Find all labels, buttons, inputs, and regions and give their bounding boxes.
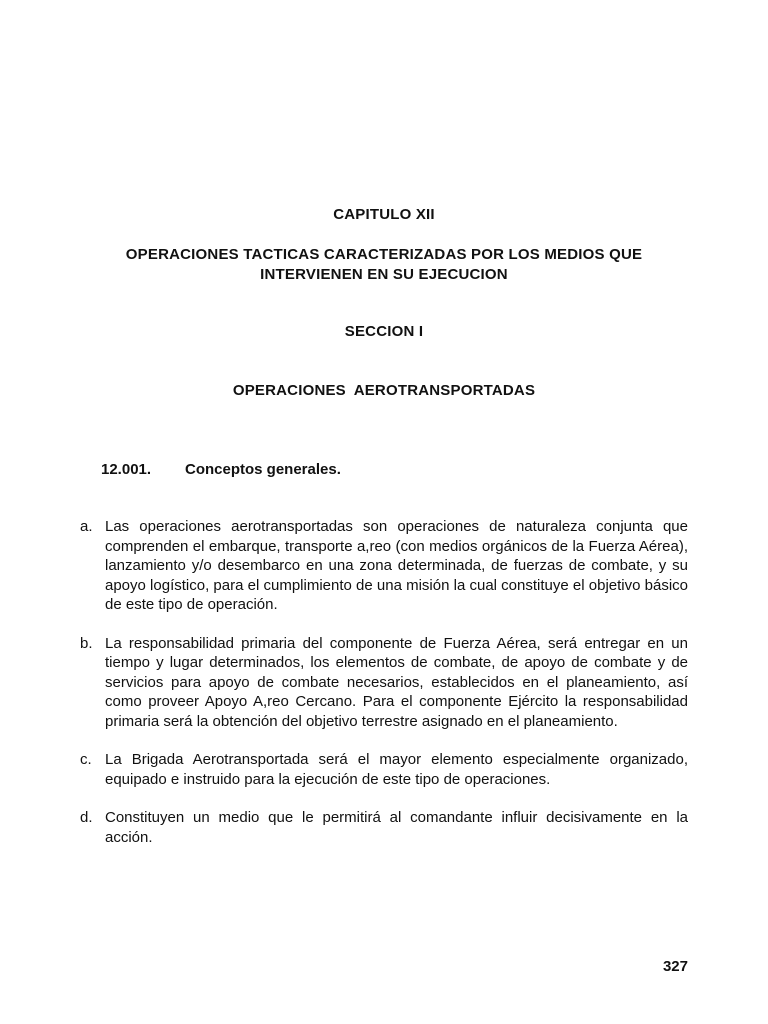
subheading <box>101 460 341 480</box>
list-item <box>80 808 688 847</box>
chapter-heading: CAPITULO XII <box>333 206 435 223</box>
section-heading: SECCION I <box>344 323 424 340</box>
subheading-label: Conceptos generales. <box>185 461 341 478</box>
list-text: La responsabilidad primaria del componente de Fuerza Aérea, será entregar en un tiempo y lugar determinados, los elementos de combate, de apoyo de combate y de servicios para apoyo de combate necesarios, establecidos en el planeamiento, así como proveer Apoyo A,reo Cercano. Para el componente Ejército la responsabilidad primaria será la obtención del objetivo terrestre asignado en el planeamiento. <box>105 634 688 730</box>
paragraph-list <box>80 517 688 866</box>
list-marker: c. <box>80 751 92 768</box>
list-text: La Brigada Aerotransportada será el mayor elemento especialmente organizado, equipado e instruido para la ejecución de este tipo de operaciones. <box>105 751 688 788</box>
subheading-number: 12.001. <box>101 461 152 478</box>
list-marker: b. <box>80 634 93 652</box>
list-text: Constituyen un medio que le permitirá al comandante influir decisivamente en la acción. <box>105 809 688 846</box>
list-text: Las operaciones aerotransportadas son operaciones de naturaleza conjunta que comprenden el embarque, transporte a,reo (con medios orgánicos de la Fuerza Aérea), lanzamiento y/o desembarco en una zona determinada, de fuerzas de combate, y su apoyo logístico, para el cumplimiento de una misión la cual constituye el objetivo básico de este tipo de operación. <box>105 518 688 613</box>
list-item <box>80 750 688 789</box>
list-item <box>80 517 688 615</box>
list-item <box>80 634 688 732</box>
list-marker: a. <box>80 518 93 535</box>
page-number: 327 <box>662 958 688 975</box>
chapter-title: OPERACIONES TACTICAS CARACTERIZADAS POR LOS MEDIOS QUE INTERVIENEN EN SU EJECUCION <box>125 246 643 283</box>
section-title: OPERACIONES AEROTRANSPORTADAS <box>232 382 536 399</box>
list-marker: d. <box>80 809 93 826</box>
